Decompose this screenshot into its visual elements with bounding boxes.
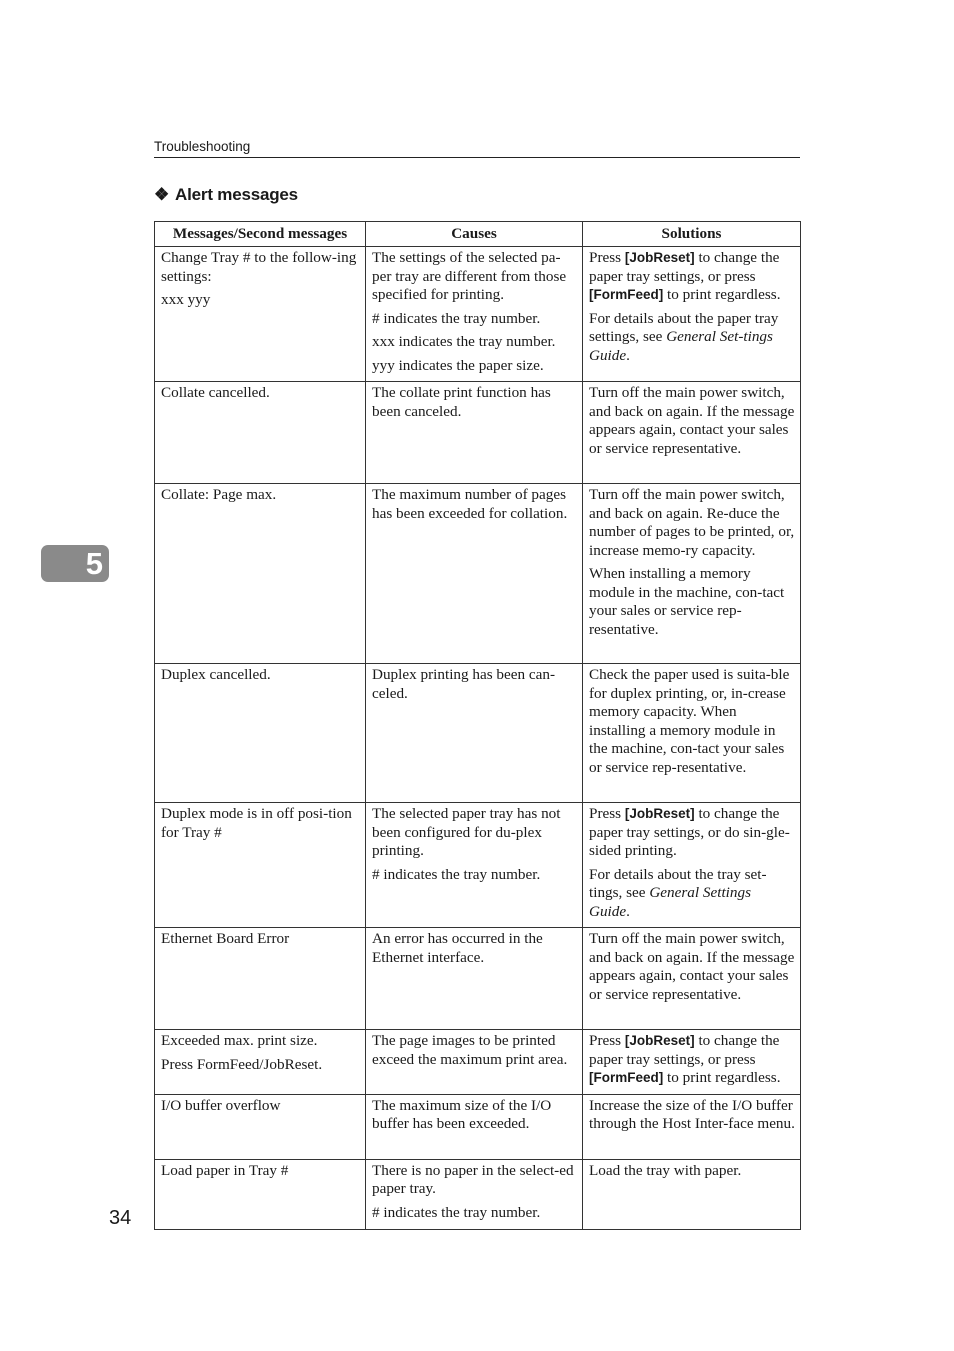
column-header-messages: Messages/Second messages bbox=[155, 222, 366, 247]
cell-text: # indicates the tray number. bbox=[372, 1203, 541, 1221]
key-label: [JobReset] bbox=[624, 1033, 695, 1048]
solution-cell bbox=[583, 1159, 801, 1229]
cell-text bbox=[589, 249, 795, 305]
message-cell bbox=[155, 664, 366, 803]
message-cell bbox=[155, 484, 366, 664]
alert-messages-table bbox=[154, 221, 801, 1230]
chapter-number: 5 bbox=[85, 546, 103, 581]
text-run: For details about the paper tray settings, see bbox=[589, 309, 779, 345]
cause-cell bbox=[366, 247, 583, 382]
solution-cell bbox=[583, 247, 801, 382]
page-number: 34 bbox=[109, 1207, 132, 1229]
key-label: [FormFeed] bbox=[589, 1070, 664, 1085]
table-row bbox=[155, 664, 801, 803]
cell-text bbox=[589, 866, 795, 922]
cell-text: The settings of the selected pa-per tray are different from those specified for printing. bbox=[372, 249, 567, 303]
chapter-tab bbox=[41, 545, 109, 582]
cause-cell bbox=[366, 1159, 583, 1229]
section-heading bbox=[154, 185, 298, 205]
text-run: Check the paper used is suita-ble for duplex printing, or, in-crease memory capacity. When installing a memory module in the machine, con-tact your sales or service rep-resentative. bbox=[589, 666, 790, 776]
table-row bbox=[155, 803, 801, 928]
cell-text bbox=[589, 666, 795, 777]
text-run: Increase the size of the I/O buffer through the Host Inter-face menu. bbox=[589, 1096, 795, 1132]
solution-cell bbox=[583, 484, 801, 664]
text-run: Load the tray with paper. bbox=[589, 1161, 742, 1179]
text-run: For details about the tray set-tings, see bbox=[589, 865, 767, 901]
text-run: to print regardless. bbox=[663, 286, 781, 303]
table-row bbox=[155, 382, 801, 484]
cell-text: The page images to be printed exceed the maximum print area. bbox=[372, 1032, 568, 1068]
manual-reference: General Settings Guide bbox=[589, 884, 751, 920]
cell-text: I/O buffer overflow bbox=[161, 1096, 281, 1114]
cell-text: Duplex cancelled. bbox=[161, 666, 271, 683]
solution-cell bbox=[583, 928, 801, 1030]
cause-cell bbox=[366, 1030, 583, 1095]
cause-cell bbox=[366, 664, 583, 803]
table-header-row bbox=[155, 222, 801, 247]
message-cell bbox=[155, 1030, 366, 1095]
cause-cell bbox=[366, 803, 583, 928]
cause-cell bbox=[366, 1094, 583, 1159]
cell-text: An error has occurred in the Ethernet interface. bbox=[372, 930, 543, 966]
solution-cell bbox=[583, 664, 801, 803]
cell-text bbox=[589, 565, 795, 639]
message-cell bbox=[155, 803, 366, 928]
solution-cell bbox=[583, 1030, 801, 1095]
key-label: [JobReset] bbox=[624, 806, 695, 821]
column-header-solutions: Solutions bbox=[583, 222, 801, 247]
table-row bbox=[155, 247, 801, 382]
cell-text: The maximum size of the I/O buffer has been exceeded. bbox=[372, 1096, 552, 1132]
cell-text bbox=[589, 310, 795, 366]
text-run: Press bbox=[589, 249, 625, 266]
cell-text bbox=[589, 1032, 795, 1088]
text-run: Press bbox=[589, 1032, 625, 1049]
cell-text: There is no paper in the select-ed paper tray. bbox=[372, 1161, 574, 1197]
cell-text: # indicates the tray number. bbox=[372, 309, 541, 327]
cause-cell bbox=[366, 928, 583, 1030]
text-run: Press bbox=[589, 805, 625, 822]
text-run: When installing a memory module in the machine, con-tact your sales or service rep-resentative. bbox=[589, 565, 785, 638]
cell-text: xxx yyy bbox=[161, 291, 211, 308]
table-row bbox=[155, 484, 801, 664]
cell-text bbox=[589, 1097, 795, 1134]
text-run: to change the paper tray settings, or press bbox=[589, 249, 780, 285]
column-header-causes: Causes bbox=[366, 222, 583, 247]
text-run: to change the paper tray settings, or do sin-gle-sided printing. bbox=[589, 805, 790, 859]
cell-text: Duplex mode is in off posi-tion for Tray # bbox=[161, 805, 352, 841]
cause-cell bbox=[366, 484, 583, 664]
message-cell bbox=[155, 928, 366, 1030]
cell-text: Collate cancelled. bbox=[161, 384, 270, 401]
text-run: to change the paper tray settings, or press bbox=[589, 1032, 780, 1068]
cell-text: Exceeded max. print size. bbox=[161, 1032, 318, 1049]
cell-text: yyy indicates the paper size. bbox=[372, 356, 544, 374]
text-run: . bbox=[626, 346, 630, 364]
text-run: Turn off the main power switch, and back on again. If the message appears again, contact your sales or service representative. bbox=[589, 930, 795, 1003]
cell-text: The selected paper tray has not been configured for du-plex printing. bbox=[372, 805, 561, 859]
cell-text: Change Tray # to the follow-ing settings: bbox=[161, 249, 357, 285]
table-row bbox=[155, 1030, 801, 1095]
cell-text: The collate print function has been canceled. bbox=[372, 384, 551, 420]
cell-text bbox=[589, 805, 795, 861]
cell-text: # indicates the tray number. bbox=[372, 865, 541, 883]
table-row bbox=[155, 1159, 801, 1229]
message-cell bbox=[155, 382, 366, 484]
text-run: to print regardless. bbox=[663, 1069, 781, 1086]
message-cell bbox=[155, 247, 366, 382]
cell-text: Duplex printing has been can-celed. bbox=[372, 666, 556, 702]
cell-text: The maximum number of pages has been exceeded for collation. bbox=[372, 486, 568, 522]
table-row bbox=[155, 928, 801, 1030]
solution-cell bbox=[583, 803, 801, 928]
solution-cell bbox=[583, 382, 801, 484]
cell-text bbox=[589, 384, 795, 458]
cell-text: xxx indicates the tray number. bbox=[372, 333, 556, 350]
cell-text: Press FormFeed/JobReset. bbox=[161, 1055, 323, 1073]
running-head: Troubleshooting bbox=[154, 139, 800, 158]
cause-cell bbox=[366, 382, 583, 484]
cell-text bbox=[589, 486, 795, 560]
table-row bbox=[155, 1094, 801, 1159]
cell-text bbox=[589, 930, 795, 1004]
cell-text: Collate: Page max. bbox=[161, 486, 277, 503]
text-run: . bbox=[626, 902, 630, 920]
text-run: Turn off the main power switch, and back on again. Re-duce the number of pages to be printed, or, increase memo-ry capacity. bbox=[589, 486, 795, 559]
message-cell bbox=[155, 1159, 366, 1229]
cell-text: Ethernet Board Error bbox=[161, 930, 290, 947]
section-title: Alert messages bbox=[175, 185, 298, 204]
text-run: Turn off the main power switch, and back on again. If the message appears again, contact your sales or service representative. bbox=[589, 384, 795, 457]
key-label: [JobReset] bbox=[624, 250, 695, 265]
key-label: [FormFeed] bbox=[589, 287, 664, 302]
diamond-bullet-icon: ❖ bbox=[154, 185, 170, 204]
manual-reference: General Set-tings Guide bbox=[589, 328, 773, 364]
cell-text bbox=[589, 1162, 795, 1181]
message-cell bbox=[155, 1094, 366, 1159]
cell-text: Load paper in Tray # bbox=[161, 1161, 289, 1179]
solution-cell bbox=[583, 1094, 801, 1159]
